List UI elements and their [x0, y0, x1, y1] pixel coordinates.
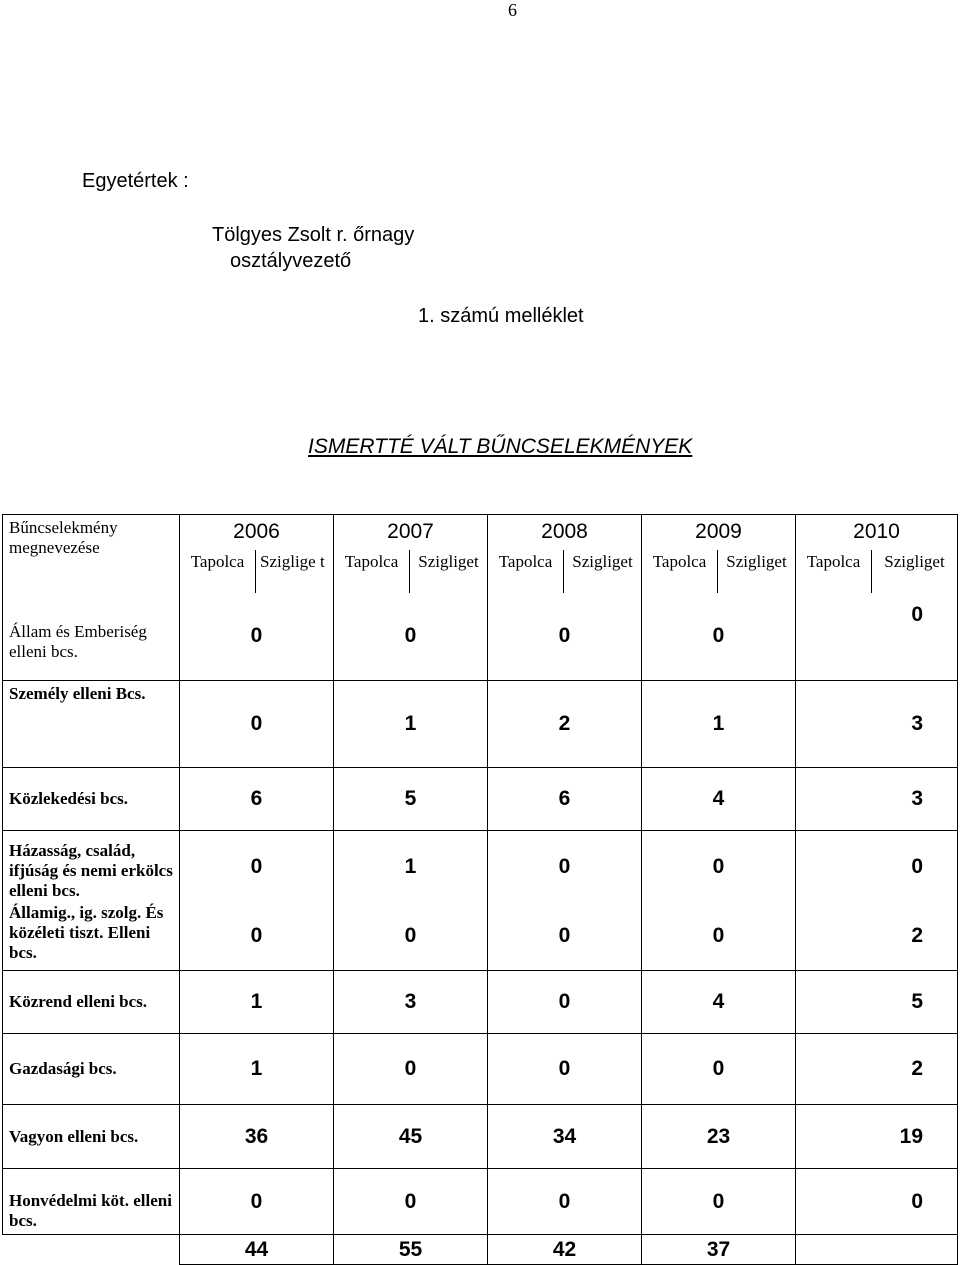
place-header: Tapolca	[334, 550, 410, 593]
row-value: 0	[642, 903, 796, 971]
row-value: 19	[796, 1105, 958, 1169]
row-value: 1	[334, 681, 488, 768]
row-label: Vagyon elleni bcs.	[3, 1105, 180, 1169]
row-value: 0	[180, 681, 334, 768]
table-row	[3, 681, 958, 768]
row-value: 34	[488, 1105, 642, 1169]
row-value: 3	[334, 971, 488, 1034]
year-header: 2008	[488, 515, 642, 550]
row-value: 0	[642, 831, 796, 903]
agree-label: Egyetértek :	[82, 170, 189, 192]
row-value: 23	[642, 1105, 796, 1169]
year-header-row	[3, 515, 958, 550]
total-value: 55	[334, 1235, 488, 1265]
place-header: Tapolca	[642, 550, 718, 593]
row-label: Honvédelmi köt. elleni bcs.	[3, 1169, 180, 1235]
row-label: Államig., ig. szolg. És közéleti tiszt. Elleni bcs.	[3, 903, 180, 971]
row-value: 0	[180, 1169, 334, 1235]
row-value: 2	[488, 681, 642, 768]
row-value: 0	[180, 831, 334, 903]
table-title: ISMERTTÉ VÁLT BŰNCSELEKMÉNYEK	[308, 435, 693, 458]
place-header: Szigliget	[564, 550, 642, 593]
row-value: 0	[642, 593, 796, 681]
row-value: 0	[642, 1169, 796, 1235]
row-value: 0	[796, 593, 958, 681]
row-value: 2	[796, 903, 958, 971]
place-header: Szigliget	[872, 550, 958, 593]
total-value	[796, 1235, 958, 1265]
row-value: 0	[488, 593, 642, 681]
row-value: 0	[334, 1169, 488, 1235]
row-value: 1	[334, 831, 488, 903]
row-value: 0	[796, 1169, 958, 1235]
row-value: 0	[180, 593, 334, 681]
table-row	[3, 768, 958, 831]
row-value: 2	[796, 1034, 958, 1105]
row-label: Személy elleni Bcs.	[3, 681, 180, 768]
page-number: 6	[508, 0, 517, 20]
year-header: 2006	[180, 515, 334, 550]
row-value: 0	[796, 831, 958, 903]
place-header: Tapolca	[180, 550, 256, 593]
row-value: 4	[642, 768, 796, 831]
place-header: Sziglige t	[256, 550, 334, 593]
signatory-role: osztályvezető	[230, 250, 352, 272]
row-label: Állam és Emberiség elleni bcs.	[3, 593, 180, 681]
row-value: 6	[488, 768, 642, 831]
total-value: 44	[180, 1235, 334, 1265]
row-value: 0	[488, 1169, 642, 1235]
row-value: 5	[334, 768, 488, 831]
row-value: 0	[488, 1034, 642, 1105]
signatory-name: Tölgyes Zsolt r. őrnagy	[212, 224, 415, 246]
year-header: 2009	[642, 515, 796, 550]
place-header: Szigliget	[410, 550, 488, 593]
total-value: 37	[642, 1235, 796, 1265]
place-header: Szigliget	[718, 550, 796, 593]
table-row	[3, 593, 958, 681]
row-value: 36	[180, 1105, 334, 1169]
row-value: 0	[488, 903, 642, 971]
total-value: 42	[488, 1235, 642, 1265]
table-row	[3, 831, 958, 903]
year-header: 2007	[334, 515, 488, 550]
place-header: Tapolca	[488, 550, 564, 593]
row-label: Házasság, család, ifjúság és nemi erkölcs elleni bcs.	[3, 831, 180, 903]
table-row	[3, 1034, 958, 1105]
row-value: 1	[642, 681, 796, 768]
row-value: 0	[334, 593, 488, 681]
annex-label: 1. számú melléklet	[418, 305, 584, 327]
row-value: 0	[334, 903, 488, 971]
header-label: Bűncselekmény megnevezése	[9, 518, 118, 557]
table-row	[3, 971, 958, 1034]
row-value: 5	[796, 971, 958, 1034]
row-value: 0	[488, 971, 642, 1034]
row-value: 6	[180, 768, 334, 831]
row-value: 0	[334, 1034, 488, 1105]
row-value: 0	[642, 1034, 796, 1105]
row-label: Gazdasági bcs.	[3, 1034, 180, 1105]
row-value: 0	[488, 831, 642, 903]
crime-statistics-table	[2, 514, 958, 1265]
row-value: 4	[642, 971, 796, 1034]
row-value: 1	[180, 971, 334, 1034]
place-header: Tapolca	[796, 550, 872, 593]
header-label-cell	[3, 515, 180, 593]
table-row	[3, 1105, 958, 1169]
table-row	[3, 1169, 958, 1235]
table-row	[3, 903, 958, 971]
row-value: 45	[334, 1105, 488, 1169]
row-label: Közrend elleni bcs.	[3, 971, 180, 1034]
row-label: Közlekedési bcs.	[3, 768, 180, 831]
row-value: 0	[180, 903, 334, 971]
year-header: 2010	[796, 515, 958, 550]
row-value: 3	[796, 768, 958, 831]
totals-row	[3, 1235, 958, 1265]
row-value: 1	[180, 1034, 334, 1105]
row-value: 3	[796, 681, 958, 768]
